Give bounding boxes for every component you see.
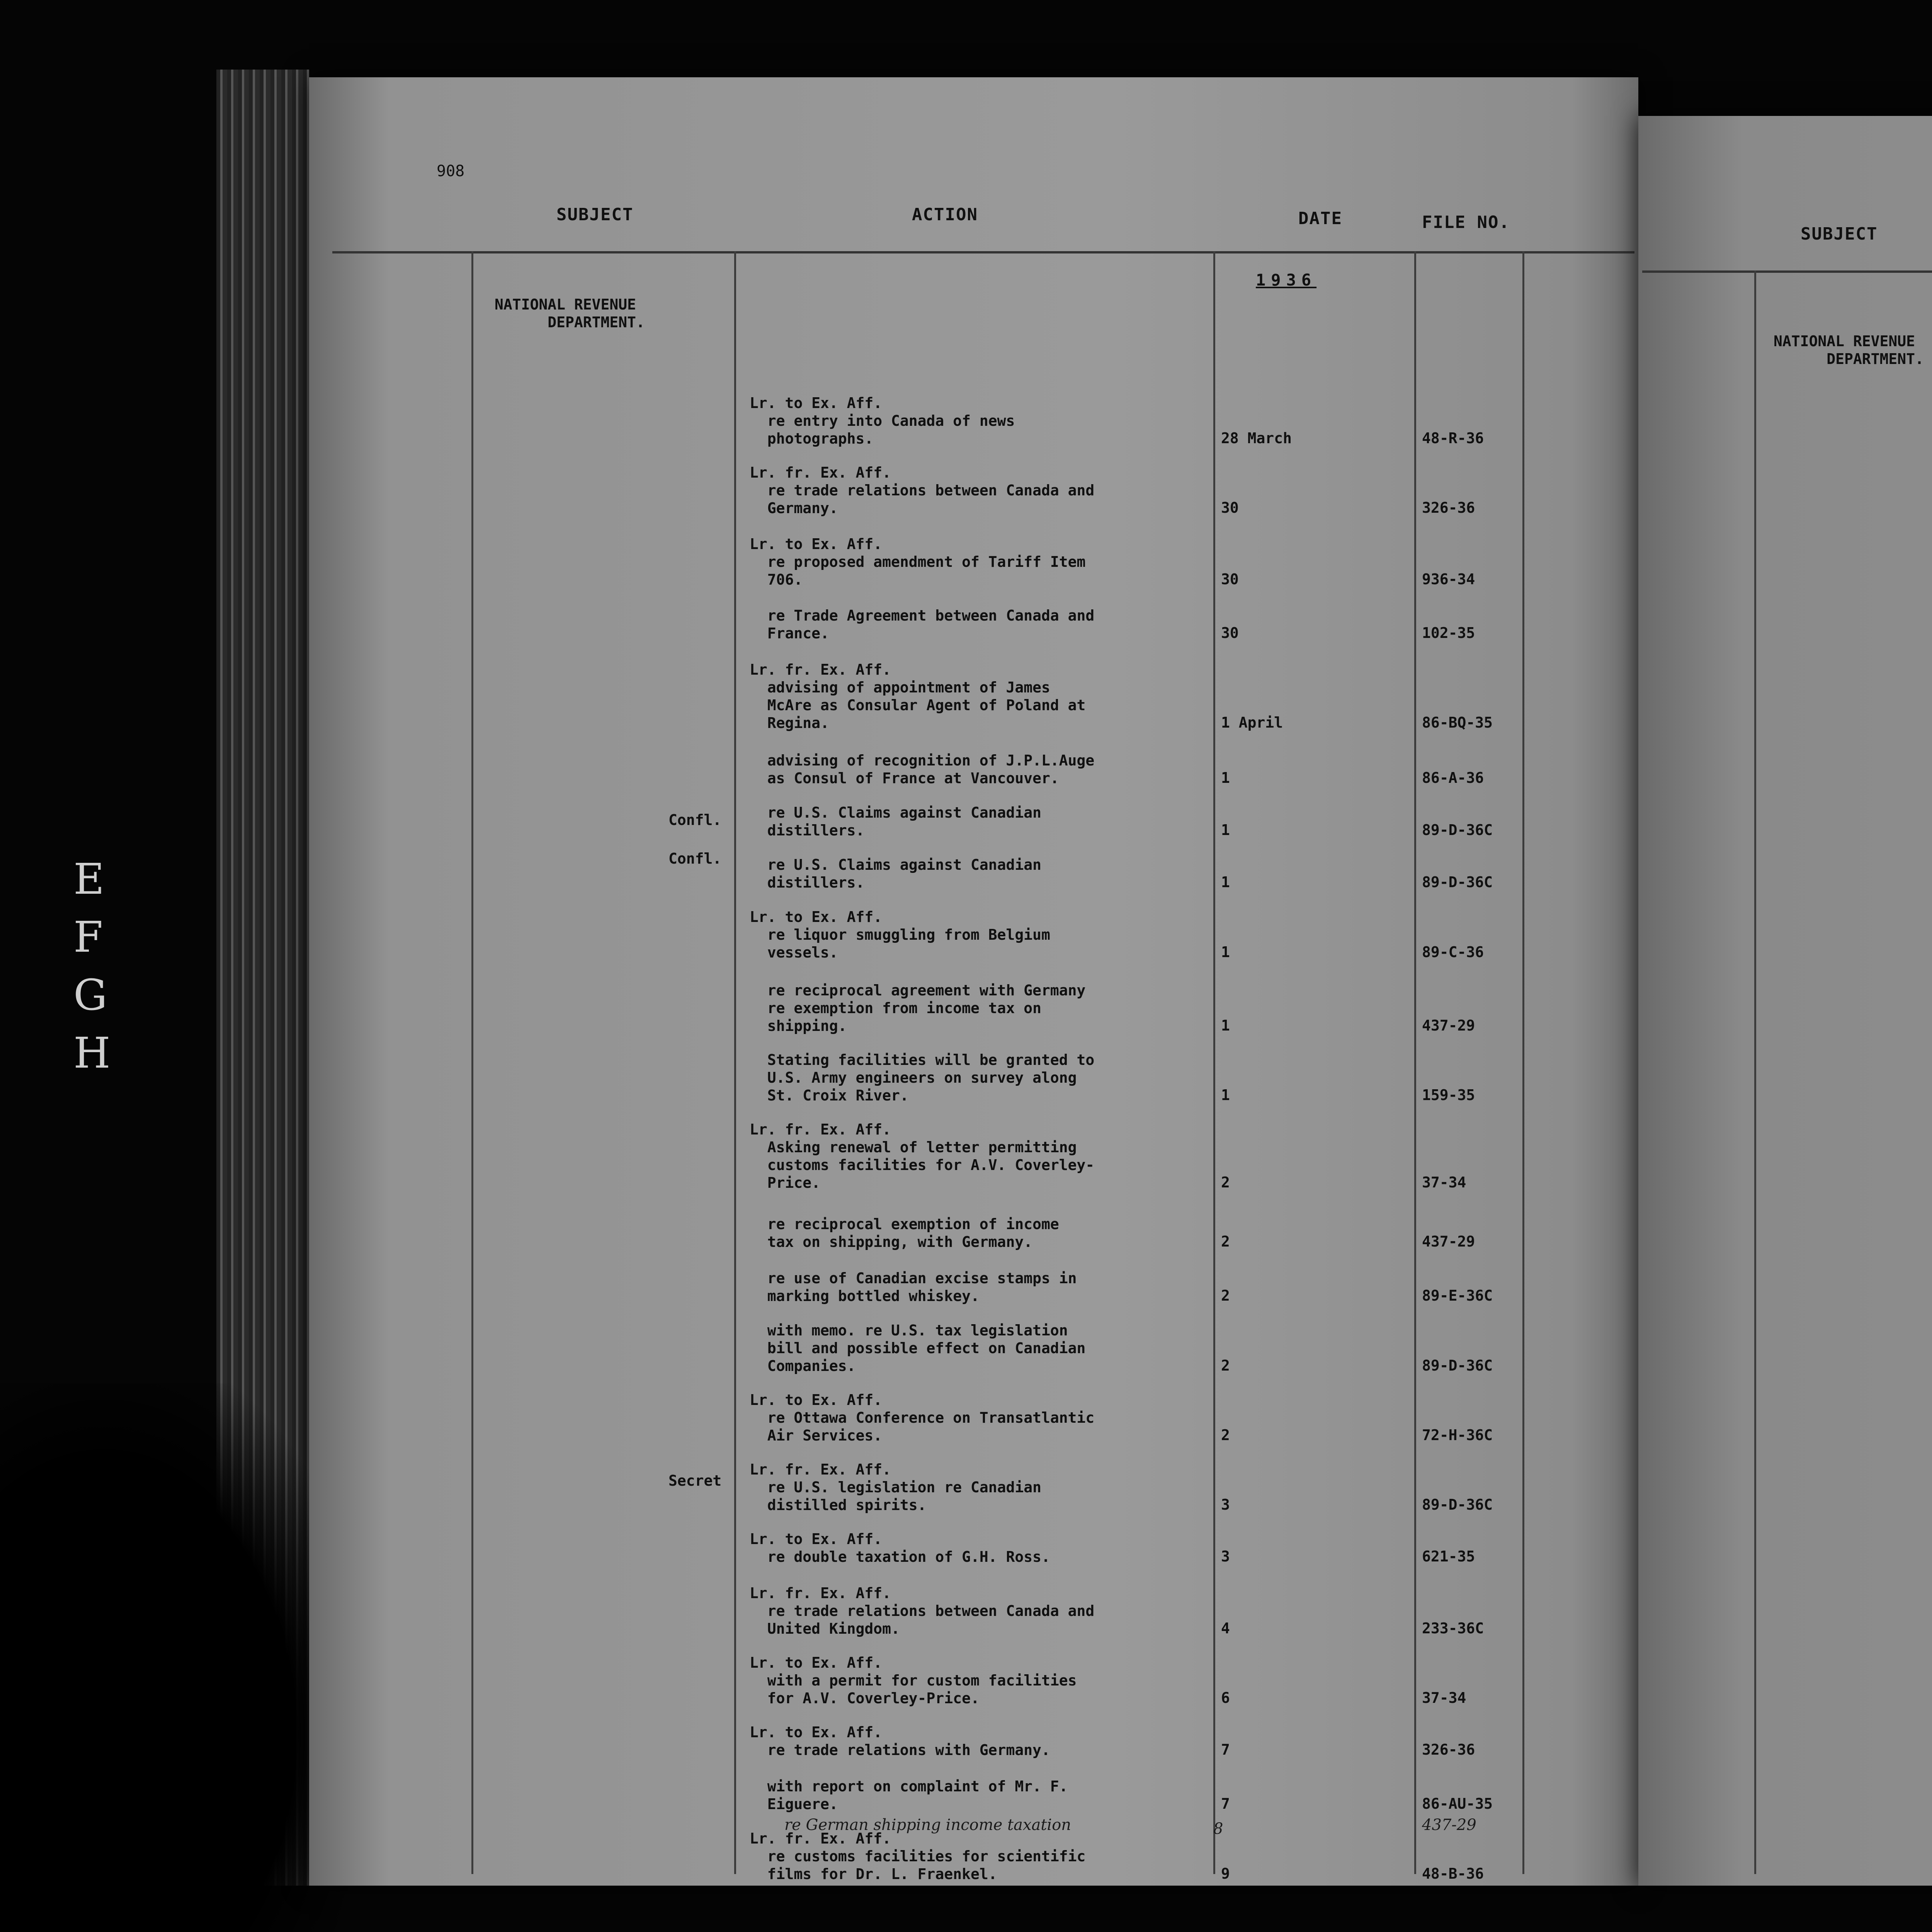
entry-action: Lr. to Ex. Aff. re liquor smuggling from Belgium vessels. (750, 908, 1050, 961)
subject-entry: NATIONAL REVENUE DEPARTMENT. (495, 296, 645, 331)
tab-letter: H (73, 1028, 111, 1078)
entry-date: 2 (1221, 1427, 1230, 1444)
entry-date: 2 (1221, 1174, 1230, 1191)
entry-file: 48-B-36 (1422, 1865, 1484, 1882)
entry-action: Lr. fr. Ex. Aff. re customs facilities for scientific films for Dr. L. Fraenkel. (750, 1830, 1086, 1883)
file-header: FILE NO. (1422, 213, 1510, 232)
action-header: ACTION (912, 205, 978, 224)
entry-date: 7 (1221, 1741, 1230, 1758)
column-rule (734, 251, 736, 1874)
entry-action: Lr. to Ex. Aff. with a permit for custom facilities for A.V. Coverley-Price. (750, 1654, 1077, 1707)
handwritten-note: re German shipping income taxation (784, 1816, 1071, 1834)
subject-header: SUBJECT (1801, 224, 1878, 244)
entry-action: Lr. fr. Ex. Aff. re trade relations between Canada and Germany. (750, 464, 1095, 517)
entry-date: 1 (1221, 769, 1230, 786)
entry-action: Lr. to Ex. Aff. re trade relations with Germany. (750, 1724, 1050, 1759)
column-rule (1213, 251, 1215, 1874)
entry-action: Lr. to Ex. Aff. re entry into Canada of news photographs. (750, 395, 1015, 447)
entry-file: 102-35 (1422, 624, 1475, 641)
entry-action: with report on complaint of Mr. F. Eiguere. (767, 1778, 1068, 1813)
entry-file: 326-36 (1422, 1741, 1475, 1758)
entry-file: 37-34 (1422, 1689, 1466, 1706)
entry-file: 89-D-36C (1422, 1496, 1493, 1513)
entry-file: 72-H-36C (1422, 1427, 1493, 1444)
left-ledger-page (309, 77, 1638, 1886)
entry-date: 2 (1221, 1357, 1230, 1374)
tab-letter: F (73, 912, 103, 962)
entry-date: 1 April (1221, 714, 1283, 731)
entry-action: Lr. fr. Ex. Aff. re trade relations between Canada and United Kingdom. (750, 1585, 1095, 1637)
entry-action: re reciprocal agreement with Germany re exemption from income tax on shipping. (767, 982, 1086, 1034)
entry-date: 30 (1221, 624, 1239, 641)
entry-action: advising of recognition of J.P.L.Auge as Consul of France at Vancouver. (767, 752, 1095, 787)
entry-date: 7 (1221, 1795, 1230, 1812)
entry-date: 4 (1221, 1620, 1230, 1637)
entry-date: 1 (1221, 821, 1230, 838)
entry-action: re U.S. Claims against Canadian distillers. (767, 804, 1041, 839)
entry-date: 1 (1221, 1017, 1230, 1034)
year-heading: 1936 (1256, 270, 1317, 289)
entry-action: re U.S. Claims against Canadian distillers. (767, 856, 1041, 891)
entry-date: 30 (1221, 499, 1239, 516)
entry-file: 86-BQ-35 (1422, 714, 1493, 731)
index-tab-letters (73, 850, 111, 1082)
entry-file: 437-29 (1422, 1233, 1475, 1250)
entry-file: 936-34 (1422, 571, 1475, 588)
entry-action: Lr. to Ex. Aff. re double taxation of G.H. Ross. (750, 1531, 1050, 1565)
entry-action: re Trade Agreement between Canada and France. (767, 607, 1095, 642)
entry-file: 86-A-36 (1422, 769, 1484, 786)
entry-action: Lr. to Ex. Aff. re Ottawa Conference on Transatlantic Air Services. (750, 1391, 1095, 1444)
tab-letter: G (73, 970, 107, 1020)
entry-action: Lr. fr. Ex. Aff. advising of appointment of James McAre as Consular Agent of Poland at Regina. (750, 661, 1086, 731)
entry-date: 2 (1221, 1287, 1230, 1304)
margin-note: Confl. (668, 850, 722, 867)
column-rule (1414, 251, 1416, 1874)
entry-date: 6 (1221, 1689, 1230, 1706)
entry-file: 89-D-36C (1422, 1357, 1493, 1374)
entry-file: 89-E-36C (1422, 1287, 1493, 1304)
header-rule (1642, 270, 1932, 273)
entry-action: Lr. to Ex. Aff. re proposed amendment of Tariff Item 706. (750, 536, 1086, 588)
subject-entry: NATIONAL REVENUE DEPARTMENT. (1774, 333, 1924, 367)
entry-action: Stating facilities will be granted to U.S. Army engineers on survey along St. Croix River. (767, 1051, 1095, 1104)
entry-action: re reciprocal exemption of income tax on shipping, with Germany. (767, 1216, 1059, 1250)
entry-file: 233-36C (1422, 1620, 1484, 1637)
entry-date: 9 (1221, 1865, 1230, 1882)
entry-file: 48-R-36 (1422, 430, 1484, 447)
column-rule (471, 251, 473, 1874)
margin-note: Secret (668, 1472, 722, 1489)
tab-letter: E (73, 854, 105, 904)
entry-action: Lr. fr. Ex. Aff. Asking renewal of letter permitting customs facilities for A.V. Coverley- Price. (750, 1121, 1095, 1191)
entry-file: 159-35 (1422, 1087, 1475, 1104)
entry-file: 37-34 (1422, 1174, 1466, 1191)
column-rule (1754, 270, 1756, 1874)
entry-file: 326-36 (1422, 499, 1475, 516)
entry-date: 2 (1221, 1233, 1230, 1250)
hand-shadow (0, 1383, 348, 1932)
entry-file: 621-35 (1422, 1548, 1475, 1565)
handwritten-file-no: 437-29 (1422, 1816, 1476, 1834)
entry-date: 30 (1221, 571, 1239, 588)
date-header: DATE (1298, 209, 1342, 228)
subject-header: SUBJECT (556, 205, 634, 224)
entry-date: 3 (1221, 1548, 1230, 1565)
entry-action: Lr. fr. Ex. Aff. re U.S. legislation re Canadian distilled spirits. (750, 1461, 1041, 1514)
entry-file: 89-D-36C (1422, 821, 1493, 838)
entry-date: 1 (1221, 1087, 1230, 1104)
entry-date: 1 (1221, 874, 1230, 891)
column-rule (1522, 251, 1524, 1874)
entry-action: re use of Canadian excise stamps in marking bottled whiskey. (767, 1270, 1077, 1304)
margin-note: Confl. (668, 811, 722, 828)
entry-file: 437-29 (1422, 1017, 1475, 1034)
entry-file: 89-C-36 (1422, 944, 1484, 961)
right-ledger-page (1638, 116, 1932, 1886)
entry-date: 3 (1221, 1496, 1230, 1513)
entry-date: 28 March (1221, 430, 1292, 447)
page-number: 908 (437, 162, 465, 180)
header-rule (332, 251, 1634, 253)
entry-date: 1 (1221, 944, 1230, 961)
entry-file: 89-D-36C (1422, 874, 1493, 891)
handwritten-date: 8 (1213, 1820, 1223, 1838)
entry-action: with memo. re U.S. tax legislation bill and possible effect on Canadian Companies. (767, 1322, 1086, 1374)
entry-file: 86-AU-35 (1422, 1795, 1493, 1812)
